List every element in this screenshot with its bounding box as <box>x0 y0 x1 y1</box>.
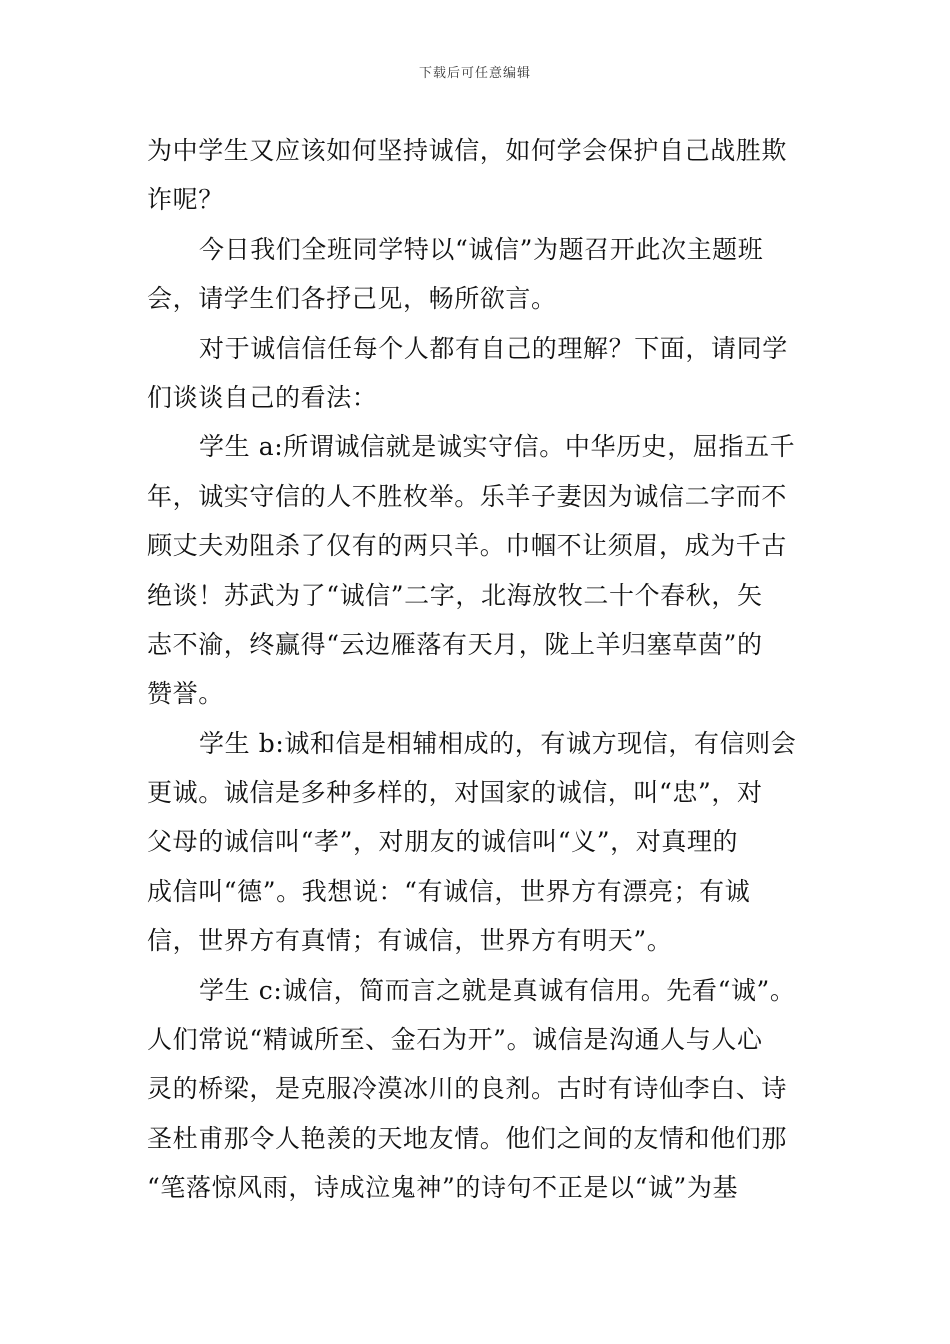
text-line: 今日我们全班同学特以“诚信”为题召开此次主题班 <box>199 234 764 264</box>
text-line: 父母的诚信叫“孝”，对朋友的诚信叫“义”，对真理的 <box>147 827 739 857</box>
text-line: 信，世界方有真情；有诚信，世界方有明天”。 <box>147 926 673 956</box>
text-line: “笔落惊风雨，诗成泣鬼神”的诗句不正是以“诚”为基 <box>147 1173 739 1203</box>
text-line: 学生 c:诚信，简而言之就是真诚有信用。先看“诚”。 <box>199 975 796 1005</box>
text-line: 志不渝，终赢得“云边雁落有天月，陇上羊归塞草茵”的 <box>147 629 763 659</box>
text-line: 成信叫“德”。我想说：“有诚信，世界方有漂亮；有诚 <box>147 876 751 906</box>
document-body <box>147 126 812 1213</box>
text-line: 绝谈！苏武为了“诚信”二字，北海放牧二十个春秋，矢 <box>147 580 763 610</box>
text-line: 对于诚信信任每个人都有自己的理解？下面，请同学 <box>199 333 788 363</box>
text-line: 们谈谈自己的看法： <box>147 382 378 412</box>
text-line: 会，请学生们各抒己见，畅所欲言。 <box>147 284 557 314</box>
text-line: 圣杜甫那令人艳羡的天地友情。他们之间的友情和他们那 <box>147 1123 788 1153</box>
text-line: 人们常说“精诚所至、金石为开”。诚信是沟通人与人心 <box>147 1025 763 1055</box>
text-line: 学生 b:诚和信是相辅相成的，有诚方现信，有信则会 <box>199 728 797 758</box>
text-line: 学生 a:所谓诚信就是诚实守信。中华历史，屈指五千 <box>199 432 796 462</box>
text-line: 诈呢？ <box>147 185 224 215</box>
text-line: 赞誉。 <box>147 679 224 709</box>
text-line: 为中学生又应该如何坚持诚信，如何学会保护自己战胜欺 <box>147 136 788 165</box>
text-line: 年，诚实守信的人不胜枚举。乐羊子妻因为诚信二字而不 <box>147 481 788 511</box>
text-line: 灵的桥梁，是克服冷漠冰川的良剂。古时有诗仙李白、诗 <box>147 1074 788 1104</box>
text-line: 更诚。诚信是多种多样的，对国家的诚信，叫“忠”，对 <box>147 778 763 808</box>
text-line: 顾丈夫劝阻杀了仅有的两只羊。巾帼不让须眉，成为千古 <box>147 531 788 561</box>
page-header: 下载后可任意编辑 <box>418 66 531 81</box>
